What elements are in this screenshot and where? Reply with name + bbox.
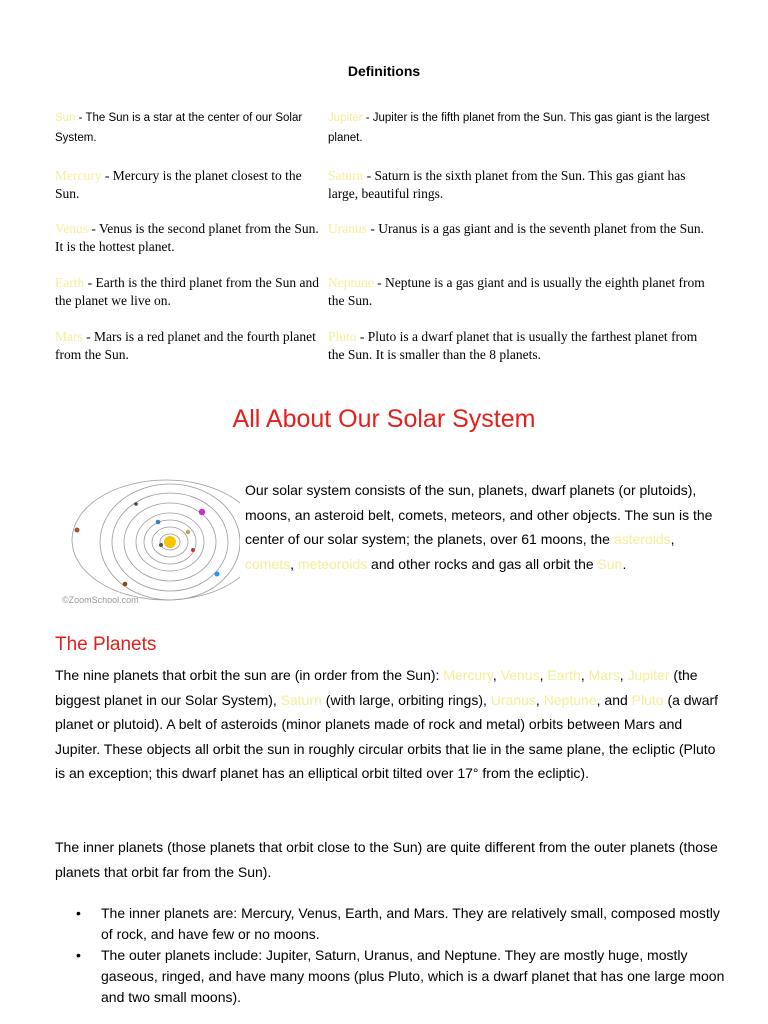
term-uranus-link[interactable]: Uranus — [328, 221, 367, 236]
pluto-link[interactable]: Pluto — [631, 691, 664, 708]
asteroids-link[interactable]: asteroids — [613, 531, 671, 547]
term-jupiter-link[interactable]: Jupiter — [328, 112, 363, 124]
definition-text: - Mars is a red planet and the fourth planet from the Sun. — [55, 329, 316, 362]
term-earth-link[interactable]: Earth — [55, 275, 85, 290]
definition-text: - Mercury is the planet closest to the Sun. — [55, 168, 302, 201]
definition-text: - Neptune is a gas giant and is usually the eighth planet from the Sun. — [328, 275, 705, 308]
term-sun-link[interactable]: Sun — [55, 112, 76, 124]
definition-earth — [55, 274, 323, 310]
definition-venus — [55, 220, 323, 256]
pluto-icon — [134, 502, 138, 506]
definition-text: - Earth is the third planet from the Sun and the planet we live on. — [55, 275, 319, 308]
diagram-credit: ©ZoomSchool.com — [62, 595, 139, 605]
definition-text: - Uranus is a gas giant and is the seventh planet from the Sun. — [367, 221, 705, 236]
mars-icon — [191, 548, 195, 552]
definition-text: - Venus is the second planet from the Sun. It is the hottest planet. — [55, 221, 319, 254]
earth-icon — [156, 520, 161, 525]
term-mercury-link[interactable]: Mercury — [55, 168, 102, 183]
term-mars-link[interactable]: Mars — [55, 329, 83, 344]
page-title: All About Our Solar System — [232, 405, 536, 433]
term-neptune-link[interactable]: Neptune — [328, 275, 374, 290]
planets-heading: The Planets — [55, 634, 157, 655]
definitions-heading: Definitions — [347, 63, 421, 79]
uranus-icon — [215, 572, 220, 577]
neptune-link[interactable]: Neptune — [543, 691, 597, 708]
venus-link[interactable]: Venus — [500, 667, 540, 683]
solar-system-diagram — [60, 470, 240, 610]
bullet-icon: • — [76, 905, 81, 921]
uranus-link[interactable]: Uranus — [490, 691, 536, 708]
definition-text: - Pluto is a dwarf planet that is usually the farthest planet from the Sun. It is smaller than the 8 planets. — [328, 329, 698, 362]
mercury-link[interactable]: Mercury — [443, 667, 493, 683]
list-item: • The outer planets include: Jupiter, Saturn, Uranus, and Neptune. They are mostly huge, mostly gaseous, ringed, and have many moons (plus Pluto, which is a dwarf planet that has one large moon and two small moons). — [76, 947, 725, 1005]
saturn-icon — [75, 528, 80, 533]
definition-uranus — [328, 220, 713, 238]
comets-link[interactable]: comets — [245, 555, 291, 572]
definition-saturn — [328, 167, 713, 203]
inner-outer-paragraph: The inner planets (those planets that orbit close to the Sun) are quite different from the outer planets (those planets that orbit far from the Sun). — [55, 839, 718, 880]
definition-text: - Jupiter is the fifth planet from the Sun. This gas giant is the largest planet. — [328, 112, 710, 144]
term-venus-link[interactable]: Venus — [55, 221, 88, 236]
mars-link[interactable]: Mars — [588, 667, 620, 683]
jupiter-link[interactable]: Jupiter — [627, 667, 670, 683]
definition-text: - The Sun is a star at the center of our Solar System. — [55, 112, 303, 144]
saturn-link[interactable]: Saturn — [280, 691, 322, 708]
definition-pluto — [328, 328, 713, 364]
definition-mercury — [55, 167, 323, 203]
mercury-icon — [159, 543, 163, 547]
meteoroids-link[interactable]: meteoroids — [297, 555, 368, 572]
earth-link[interactable]: Earth — [547, 667, 581, 683]
definition-mars — [55, 328, 323, 364]
intro-paragraph: Our solar system consists of the sun, planets, dwarf planets (or plutoids), moons, an asteroid belt, comets, meteors, and other objects. The sun is the center of our solar system; the planets, over 61 moons, the asteroids, comets, meteoroids and other rocks and gas all orbit the Sun. — [245, 482, 713, 572]
neptune-icon — [123, 582, 128, 587]
definition-sun — [55, 108, 310, 148]
definition-neptune — [328, 274, 713, 310]
definition-jupiter — [328, 108, 713, 148]
term-saturn-link[interactable]: Saturn — [328, 168, 364, 183]
jupiter-icon — [199, 509, 205, 515]
list-item: • The inner planets are: Mercury, Venus, Earth, and Mars. They are relatively small, composed mostly of rock, and have few or no moons. — [76, 905, 720, 942]
planets-paragraph: The nine planets that orbit the sun are (in order from the Sun): Mercury, Venus, Earth, Mars, Jupiter (the biggest planet in our Solar System), Saturn (with large, orbiting rings), Uranus, Neptune, and Pluto (a dwarf planet or plutoid). A belt of asteroids (minor planets made of rock and metal) orbits between Mars and Jupiter. These objects all orbit the sun in roughly circular orbits that lie in the same plane, the ecliptic (Pluto is an exception; this dwarf planet has an elliptical orbit tilted over 17° from the ecliptic). — [55, 667, 719, 781]
sun-link[interactable]: Sun — [597, 555, 623, 572]
bullet-icon: • — [76, 947, 81, 963]
venus-icon — [186, 530, 190, 534]
definition-text: - Saturn is the sixth planet from the Sun. This gas giant has large, beautiful rings. — [328, 168, 686, 201]
sun-icon — [164, 536, 176, 548]
planet-bullet-list — [55, 903, 727, 1008]
orbit-rings — [72, 480, 240, 600]
term-pluto-link[interactable]: Pluto — [328, 329, 357, 344]
